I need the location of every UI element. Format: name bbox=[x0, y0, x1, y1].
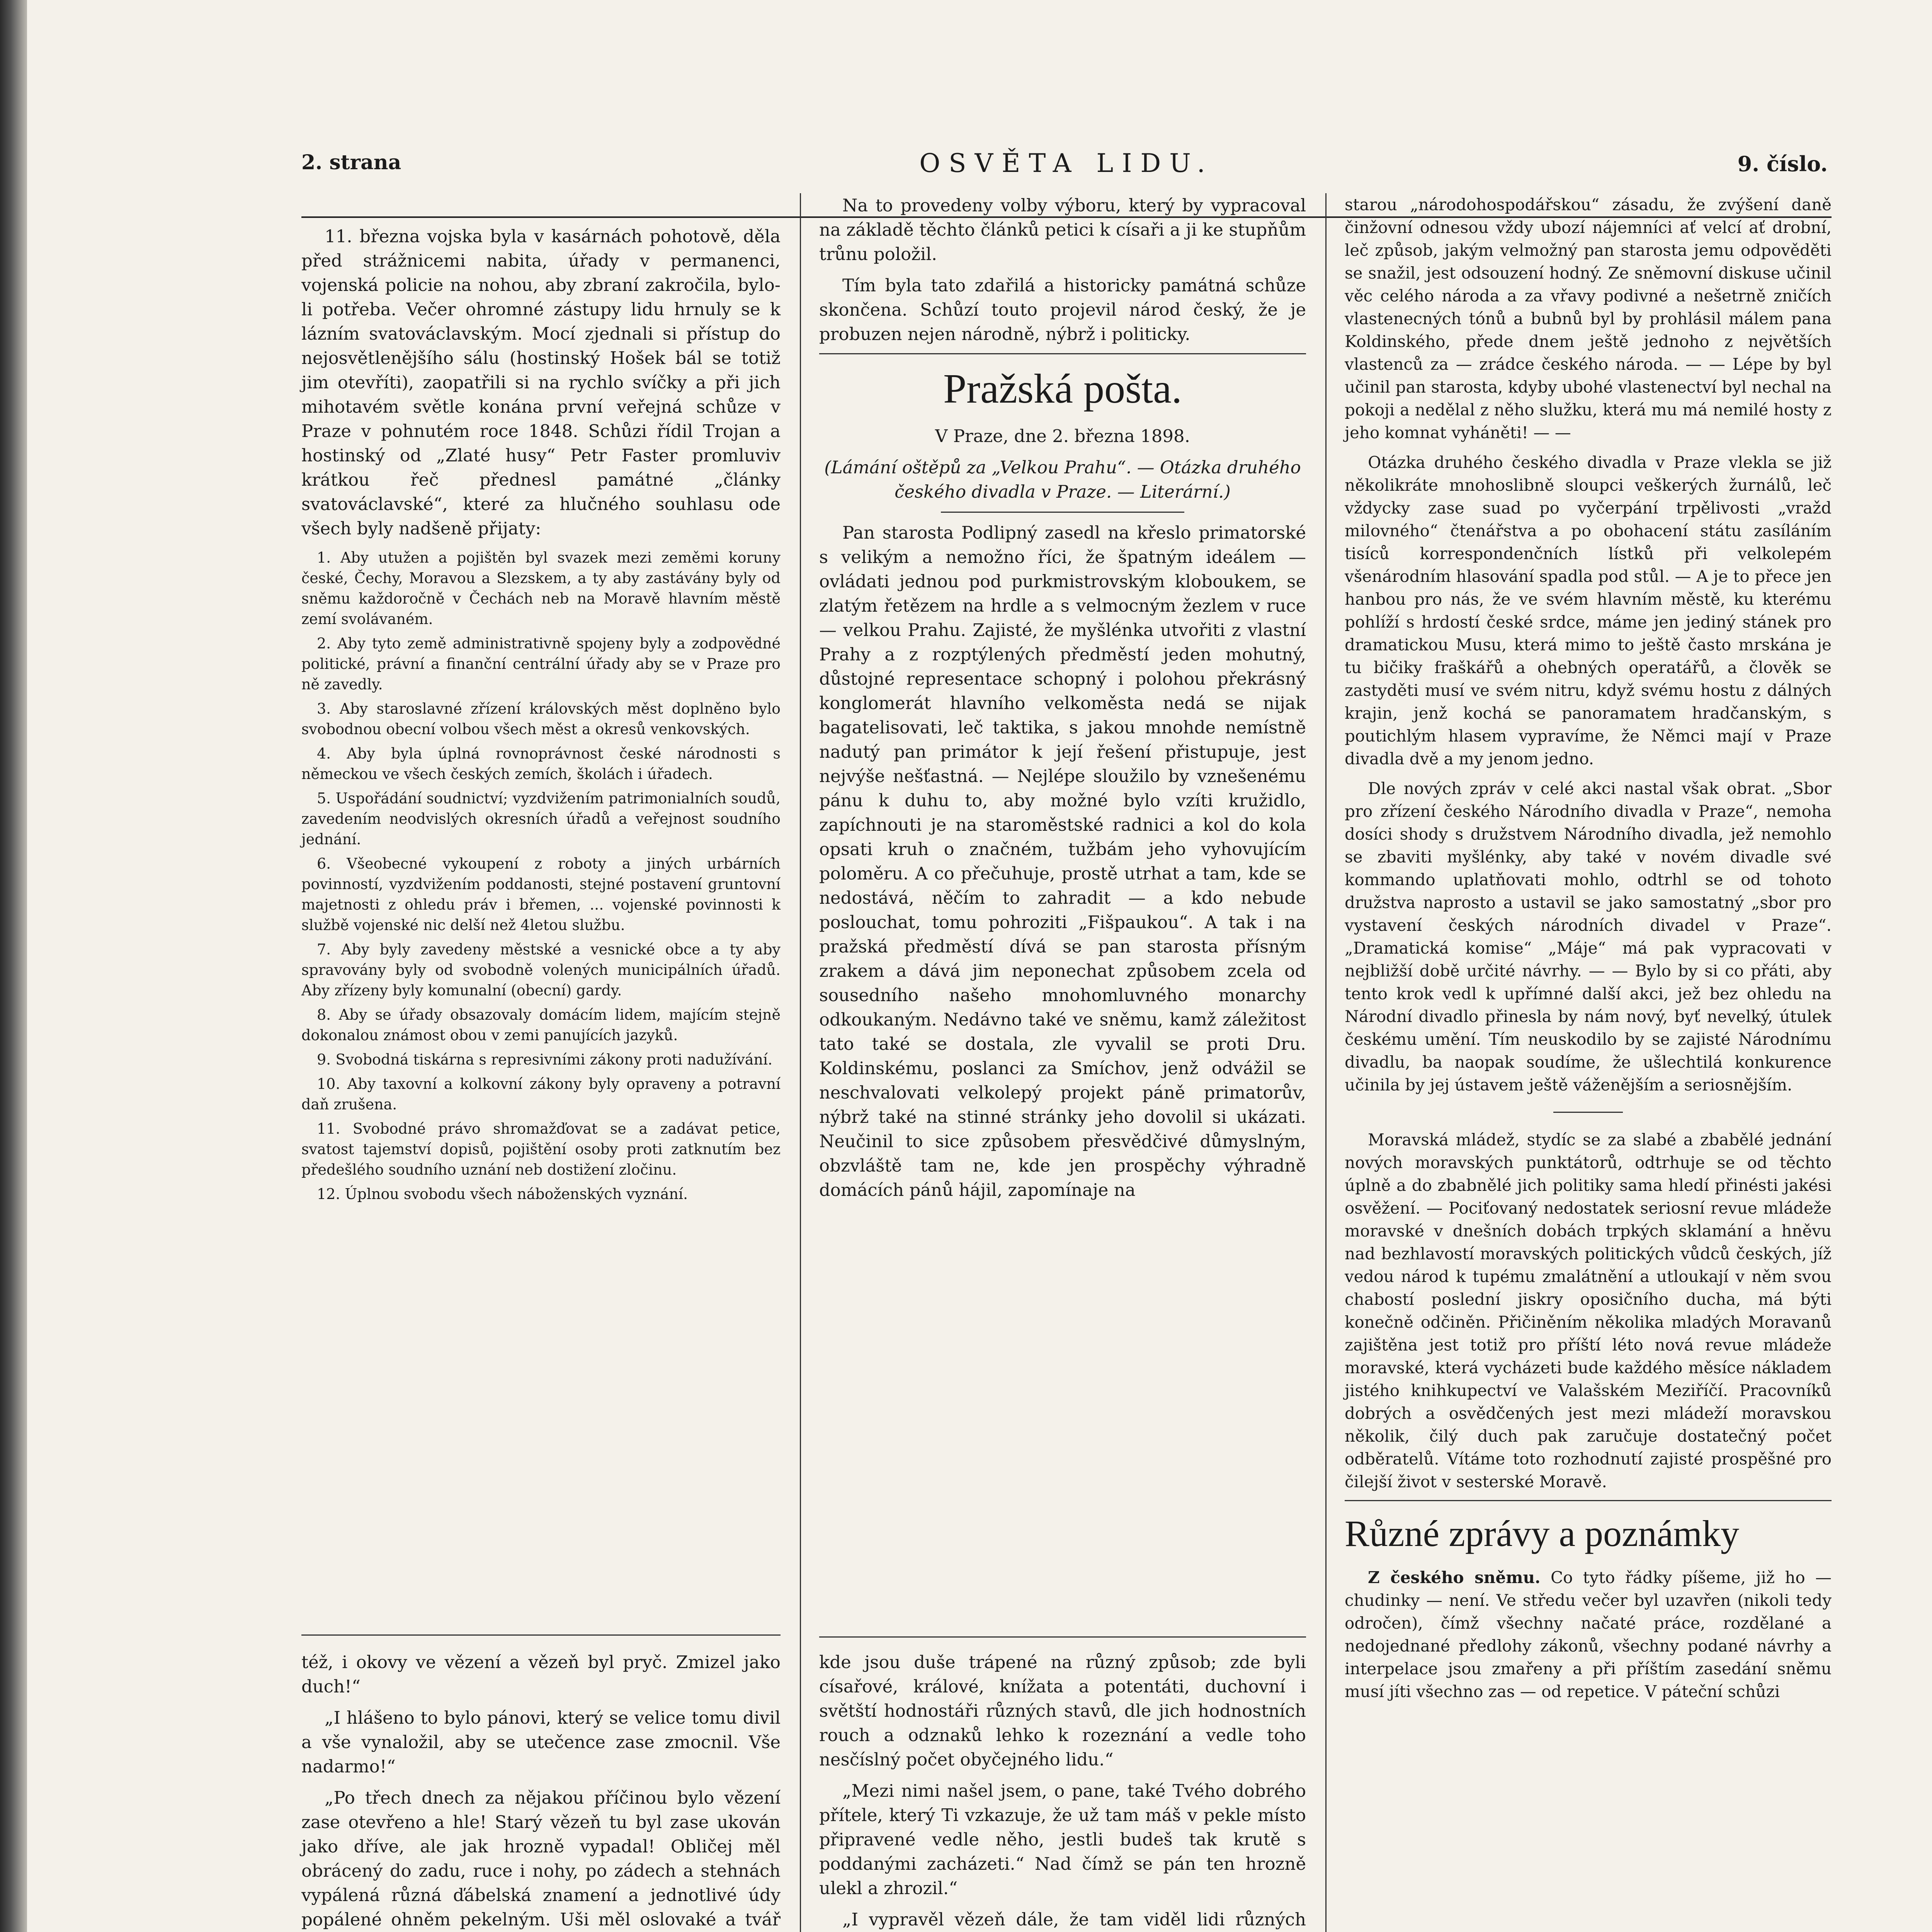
story-paragraph: „Po třech dnech za nějakou příčinou bylo vězení zase otevřeno a hle! Starý vězeň tu byl zase ukován jako dříve, ale jak hrozně vypadal! Obličej měl obrácený do zadu, ruce i nohy, po zádech a stehnách vypálená různá ďábelská znamení a jednotlivé údy popálené ohněm pekelným. Uši měl oslovaké a tvář bbox=[301, 1787, 781, 1930]
column-1-story bbox=[301, 1650, 781, 1932]
newspaper-page bbox=[301, 97, 1832, 1932]
column-2 bbox=[819, 193, 1306, 1209]
page-binding-edge bbox=[0, 0, 27, 1932]
article-paragraph: Dle nových zpráv v celé akci nastal však obrat. „Sbor pro zřízení českého Národního divadla v Praze“, nemoha dosíci shody s družstvem Národního divadla, jež nemohlo se zbaviti myšlénky, aby také v novém divadle své kommando uplatňovati mohlo, odtrhl se od tohoto družstva naprosto a ustavil se jako samostatný „sbor pro vystavení českých národních divadel v Praze“. „Dramatická komise“ „Máje“ má pak vypracovati v nejbližší době určité návrhy. — — Bylo by si co přáti, aby tento krok vedl k upřímné další akci, jež bez ohledu na Národní divadlo přinesla by nám nový, byť nevelký, útulek českému umění. Tím neuskodilo by se zajisté Národnímu divadlu, ba naopak soudíme, že ušlechtilá konkurence učinila by jej ústavem ještě váženějším a seriosnějším. bbox=[1345, 779, 1832, 1094]
article-item: 2. Aby tyto země administrativně spojeny byly a zodpovědné politické, právní a finanční centrální úřady aby se v Praze pro ně zavedly. bbox=[301, 635, 781, 693]
section-rule bbox=[1345, 1500, 1832, 1501]
article-paragraph: Moravská mládež, stydíc se za slabé a zbabělé jednání nových moravských punktátorů, odtrhuje se od těchto úplně a do zbabnělé jich politiky sama hledí přinésti jakési osvěžení. — Pociťovaný nedostatek seriosní revue mládeže moravské v dnešních dobách trpkých sklamání a hněvu nad bezhlavostí moravských politických vůdců českých, jíž vedou národ k tupému zmalátnění a utloukají v něm svou chabostí poslední jiskry oposičního ducha, má býti konečně odčiněn. Přičiněním několika mladých Moravanů zajištěna jest totiž pro příští léto nová revue mládeže moravské, která vycházeti bude každého měsíce nákladem jistého knihkupectví ve Valašském Meziříčí. Pracovníků dobrých a osvědčených jest mezi mládeží moravskou několik, čilý duch pak zaručuje dostatečný počet odběratelů. Vítáme toto rozhodnutí zajisté prospěšné pro čilejší život v sesterské Moravě. bbox=[1345, 1130, 1832, 1491]
page-header bbox=[301, 143, 1832, 189]
section-heading-prague-post: Pražská pošta. bbox=[943, 366, 1182, 412]
column-rule-1 bbox=[800, 193, 801, 1932]
article-paragraph: Pan starosta Podlipný zasedl na křeslo primatorské s velikým a nemožno říci, že špatným ideálem — ovládati jednou pod purkmistrovským kloboukem, se zlatým řetězem na hrdle a s velmocným žezlem v ruce — velkou Prahu. Zajisté, že myšlénka utvořiti z vlastní Prahy a z rozptýlených předměstí jeden mohutný, důstojné representace schopný i polohou překrásný konglomerát hlavního velkoměsta nedá se nijak bagatelisovati, leč taktika, s jakou mnohde nemístně nadutý pan primátor k její řešení přistupuje, jest nejvýše nešťastná. — Nejlépe sloužilo by vznešenému pánu k duhu to, aby možné bylo vzíti kružidlo, zapíchnouti je na staroměstské radnici a kol do kola opsati kruh o značném, tužbám jeho vyhovujícím poloměru. A co přečuhuje, prostě utrhat a tam, kde se nedostává, něčím to zahradit — a kdo nebude poslouchat, tomu pohroziti „Fišpaukou“. A tak i na pražská předměstí dívá se pan starosta přísným zrakem a dává jim neponechat způsobem zcela od sousedního našeho mnohomluvného monarchy odkoukaným. Nedávno také ve sněmu, kamž záležitost tato také se dostala, zle vyvalil se proti Dru. Koldinskému, poslanci za Smíchov, jenž odvážil se neschvalovati velkolepý projekt páně primatorův, nýbrž také na stinné stránky jeho dovolil si ukázati. Neučinil to sice způsobem přesvědčivé důmyslným, obzvláště tam ne, kde jen prospěchy výhradně domácích pánů hájil, zapomínaje na bbox=[819, 522, 1306, 1200]
article-paragraph: starou „národohospodářskou“ zásadu, že zvýšení daně činžovní odnesou vždy ubozí nájemníci ať velcí ať drobní, leč způsob, jakým velmožný pan starosta jemu odpověděti se snažil, jest odsouzení hodný. Ze sněmovní diskuse učinil věc celého národa a za vřavy podivné a nešetrně zničích vlastenecných tónů a bubnů byl by prohlásil málem pana Koldinského, přede dnem ještě jednoho z největších vlastenců za — zrádce českého národa. — — Lépe by byl učinil pan starosta, kdyby ubohé vlastenectví byl nechal na pokoji a nedělal z něho služku, která mu má nemilé hosty z jeho komnat vyháněti! — — bbox=[1345, 195, 1832, 442]
article-item: 3. Aby staroslavné zřízení královských měst doplněno bylo svobodnou obecní volbou všech měst a okresů venkovských. bbox=[301, 700, 781, 738]
section-contents: (Lámání oštěpů za „Velkou Prahu“. — Otázka druhého českého divadla v Praze. — Literární.) bbox=[824, 457, 1301, 502]
article-item: 1. Aby utužen a pojištěn byl svazek mezi zeměmi koruny české, Čechy, Moravou a Slezskem, a ty aby zastávány byly od sněmu každoročně v Čechách neb na Moravě hlavním městě zemí svolávaném. bbox=[301, 549, 781, 628]
article-item: 10. Aby taxovní a kolkovní zákony byly opraveny a potravní daň zrušena. bbox=[301, 1075, 781, 1113]
story-paragraph: „I vypravěl vězeň dále, že tam viděl lidi různých bbox=[842, 1909, 1306, 1930]
section-rule bbox=[941, 512, 1184, 513]
column-1-divider bbox=[301, 1634, 781, 1636]
article-intro: 11. března vojska byla v kasárnách pohotově, děla před strážnicemi nabita, úřady v permanenci, vojenská policie na nohou, aby zbraní zakročila, bylo-li potřeba. Večer ohromné zástupy lidu hrnuly se k lázním svatováclavským. Mocí zjednali si přístup do nejosvětlenějšího sálu (hostinský Hošek bál se totiž jim otevříti), zaopatřili si na rychlo svíčky a při jich mihotavém světle konána první veřejná schůze v Praze v pohnutém roce 1848. Schůzi řídil Trojan a hostinský od „Zlaté husy“ Petr Faster promluviv krátkou řeč přednesl památné „články svatováclavské“, které za hlučného souhlasu ode všech byly nadšeně přijaty: bbox=[301, 226, 781, 539]
section-rule bbox=[1553, 1112, 1623, 1113]
article-item: 9. Svobodná tiskárna s represivními zákony proti nadužívání. bbox=[317, 1051, 773, 1068]
article-item: 11. Svobodné právo shromažďovat se a zadávat petice, svatost tajemství dopisů, pojištění osoby proti zatknutím bez předešlého soudního uznání neb dostižení zločinu. bbox=[301, 1120, 781, 1178]
news-paragraph bbox=[1345, 1566, 1832, 1703]
story-paragraph: „Mezi nimi našel jsem, o pane, také Tvého dobrého přítele, který Ti vzkazuje, že už tam máš v pekle místo připravené vedle něho, jestli budeš tak krutě s poddanými zacházeti.“ Nad čímž se pán ten hrozně ulekl a zhrozil.“ bbox=[819, 1781, 1306, 1898]
news-body: Co tyto řádky píšeme, již ho — chudinky — není. Ve středu večer byl uzavřen (nikoli tedy odročen), čímž všechny načaté práce, rozdělané a nedojednané předlohy zákonů, všechny podané návrhy a interpelace jsou zmařeny a při příštím zasedání sněmu musí jíti všechno zas — od repetice. V páteční schůzi bbox=[1345, 1568, 1832, 1701]
article-item: 5. Uspořádání soudnictví; vyzdvižením patrimonialních soudů, zavedením neodvislých okresních úřadů a veřejnost soudního jednání. bbox=[301, 790, 781, 848]
article-closing: Na to provedeny volby výboru, který by vypracoval na základě těchto článků petici k císaři a ji ke stupňům trůnu položil. bbox=[819, 195, 1306, 264]
section-heading-news: Různé zprávy a poznámky bbox=[1345, 1513, 1739, 1554]
issue-number: 9. číslo. bbox=[1737, 151, 1828, 176]
article-item: 7. Aby byly zavedeny městské a vesnické obce a ty aby spravovány byly od svobodně volených municipálních úřadů. Aby zřízeny byly komunalní (obecní) gardy. bbox=[301, 941, 781, 999]
articles-list bbox=[301, 548, 781, 1204]
section-rule bbox=[819, 353, 1306, 354]
article-item: 6. Všeobecné vykoupení z roboty a jiných urbárních povinností, vyzdvižením poddanosti, stejné postavení gruntovní majetnosti z ohledu práv i břemen, ... vojenské povinnosti k službě vojenské nic delší než 4letou službu. bbox=[301, 855, 781, 934]
article-item: 12. Úplnou svobodu všech náboženských vyznání. bbox=[317, 1185, 688, 1202]
dateline: V Praze, dne 2. března 1898. bbox=[935, 426, 1190, 446]
story-paragraph: kde jsou duše trápené na různý způsob; zde byli císařové, králové, knížata a potentáti, duchovní i světští hodnostáři různých stavů, dle jich hodnostních rouch a odznaků lehko k rozeznání a vedle toho nesčíslný počet obyčejného lidu.“ bbox=[819, 1652, 1306, 1770]
page-number: 2. strana bbox=[301, 151, 401, 174]
column-3 bbox=[1345, 193, 1832, 1710]
column-rule-2 bbox=[1325, 193, 1327, 1932]
article-closing: Tím byla tato zdařilá a historicky památná schůze skončena. Schůzí touto projevil národ český, že je probuzen nejen národně, nýbrž i politicky. bbox=[819, 275, 1306, 344]
article-item: 8. Aby se úřady obsazovaly domácím lidem, majícím stejně dokonalou známost obou v zemi panujících jazyků. bbox=[301, 1006, 781, 1044]
column-2-story bbox=[819, 1650, 1306, 1932]
article-paragraph: Otázka druhého českého divadla v Praze vlekla se již několikráte mnohoslibně sloupci veškerých žurnálů, leč vždycky zase suad po vyčerpání trpělivosti „vražd milovného“ čtenářstva a po obohacení státu zasíláním tisíců korrespondenčních lístků při velkolepém všenárodním hlasování spadla pod stůl. — A je to přece jen hanbou pro nás, že ve svém hlavním městě, ku kterému pohlíží s hrdostí české srdce, máme jen jediný stánek pro dramatickou Musu, která mimo to ještě často mrskána je tu bičiky fraškářů a ohebných operatářů, a člověk se zastyděti musí ve svém nitru, když svému hostu z dálných krajin, jenž kochá se panoramatem hradčanským, s poutichlým hlasem vypravíme, že Němci mají v Praze divadla dvě a my jenom jedno. bbox=[1345, 453, 1832, 768]
story-paragraph: též, i okovy ve vězení a vězeň byl pryč. Zmizel jako duch!“ bbox=[301, 1652, 781, 1697]
column-2-divider bbox=[819, 1636, 1306, 1638]
masthead-title: OSVĚTA LIDU. bbox=[919, 148, 1214, 178]
column-1 bbox=[301, 224, 781, 1208]
story-paragraph: „I hlášeno to bylo pánovi, který se velice tomu divil a vše vynaložil, aby se utečence zase zmocnil. Vše nadarmo!“ bbox=[301, 1708, 781, 1777]
news-lead: Z českého sněmu. bbox=[1368, 1568, 1541, 1587]
article-item: 4. Aby byla úplná rovnoprávnost české národnosti s německou ve všech českých zemích, školách i úřadech. bbox=[301, 745, 781, 782]
